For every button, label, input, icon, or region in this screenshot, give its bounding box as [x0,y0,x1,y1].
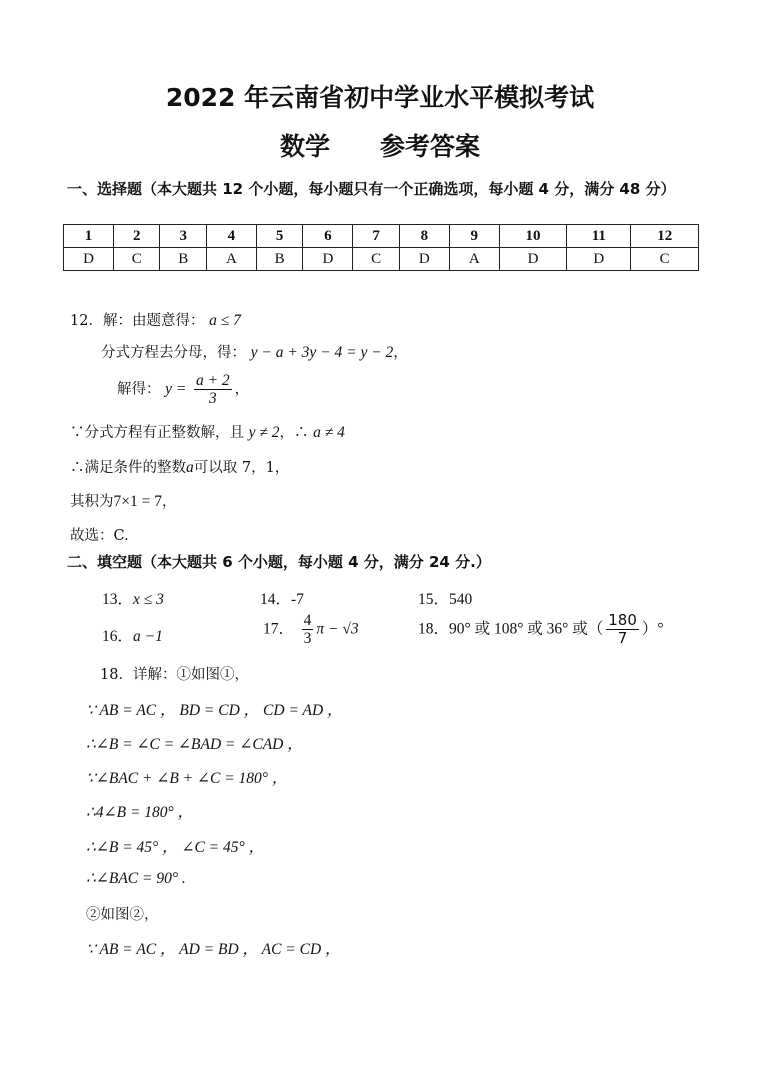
section2-heading: 二、填空题（本大题共 6 个小题，每小题 4 分，满分 24 分.） [67,553,491,571]
q18-line4: ∵∠BAC + ∠B + ∠C = 180° ， [86,770,288,787]
answer-16: 16．a −1 [102,628,163,645]
question-number-cell: 1 [64,225,114,248]
answer-18-fraction: $\frac{180}{7}$ [608,611,637,647]
page-title: 2022 年云南省初中学业水平模拟考试 [165,83,595,112]
q12-equation: y − a + 3y − 4 = y − 2 [250,344,394,361]
q18-line8: ②如图②， [86,907,159,923]
question-number-cell: 4 [206,225,256,248]
q12-line3: 解得： y = $\frac{a + 2}{3}$ ， [117,372,250,407]
answer-cell: B [256,248,302,271]
question-number-cell: 12 [631,225,699,248]
q18-line6: ∴∠B = 45° ， ∠C = 45° ， [86,839,265,856]
answer-cell: C [353,248,399,271]
question-number-cell: 9 [449,225,499,248]
answer-17-fraction: $\frac{4}{3}$ [303,612,312,647]
question-number-cell: 5 [256,225,302,248]
answer-cell: C [631,248,699,271]
q18-line3: ∴∠B = ∠C = ∠BAD = ∠CAD ， [86,736,303,753]
q18-line5: ∴4∠B = 180° ， [86,804,194,821]
q12-line6: 其积为7×1 = 7， [70,493,177,510]
answer-table-answers-row [64,248,699,271]
answer-cell: A [206,248,256,271]
q12-line1: 12．解：由题意得： a ≤ 7 [70,312,241,329]
question-number-cell: 7 [353,225,399,248]
answer-cell: D [303,248,353,271]
answer-table-numbers-row [64,225,699,248]
question-number-cell: 6 [303,225,353,248]
answer-18: 18．90° 或 108° 或 36° 或（ $\frac{180}{7}$ ）° [418,611,664,647]
answer-table [63,224,699,271]
q12-line5: ∴满足条件的整数a可以取 7，1， [70,459,290,476]
answer-cell: B [160,248,206,271]
page-subtitle: 数学 参考答案 [279,132,480,161]
q18-line1: 18．详解：①如图①， [100,667,249,683]
q18-line7: ∴∠BAC = 90° . [86,870,186,887]
question-number-cell: 2 [113,225,159,248]
answer-cell: C [113,248,159,271]
answer-cell: A [449,248,499,271]
answer-cell: D [567,248,631,271]
q12-line7: 故选：C. [70,528,129,544]
answer-cell: D [64,248,114,271]
answer-14: 14．-7 [260,591,304,608]
q18-line9: ∵ AB = AC ， AD = BD ， AC = CD ， [86,941,341,958]
answer-15: 15．540 [418,591,473,608]
q12-line2: 分式方程去分母，得： y − a + 3y − 4 = y − 2， [101,344,408,361]
question-number-cell: 3 [160,225,206,248]
q18-line2: ∵ AB = AC ， BD = CD ， CD = AD ， [86,702,343,719]
answer-cell: D [399,248,449,271]
question-number-cell: 11 [567,225,631,248]
q12-condition: a ≤ 7 [209,312,241,329]
section1-heading: 一、选择题（本大题共 12 个小题，每小题只有一个正确选项，每小题 4 分，满分 48 分） [67,180,676,198]
q12-solution-fraction: $\frac{a + 2}{3}$ [195,372,230,407]
q12-line4: ∵分式方程有正整数解，且 y ≠ 2，∴ a ≠ 4 [70,424,345,441]
answer-cell: D [499,248,567,271]
answer-13: 13．x ≤ 3 [102,591,164,608]
answer-17: 17． $\frac{4}{3}$ π − √3 [263,612,359,647]
question-number-cell: 10 [499,225,567,248]
question-number-cell: 8 [399,225,449,248]
